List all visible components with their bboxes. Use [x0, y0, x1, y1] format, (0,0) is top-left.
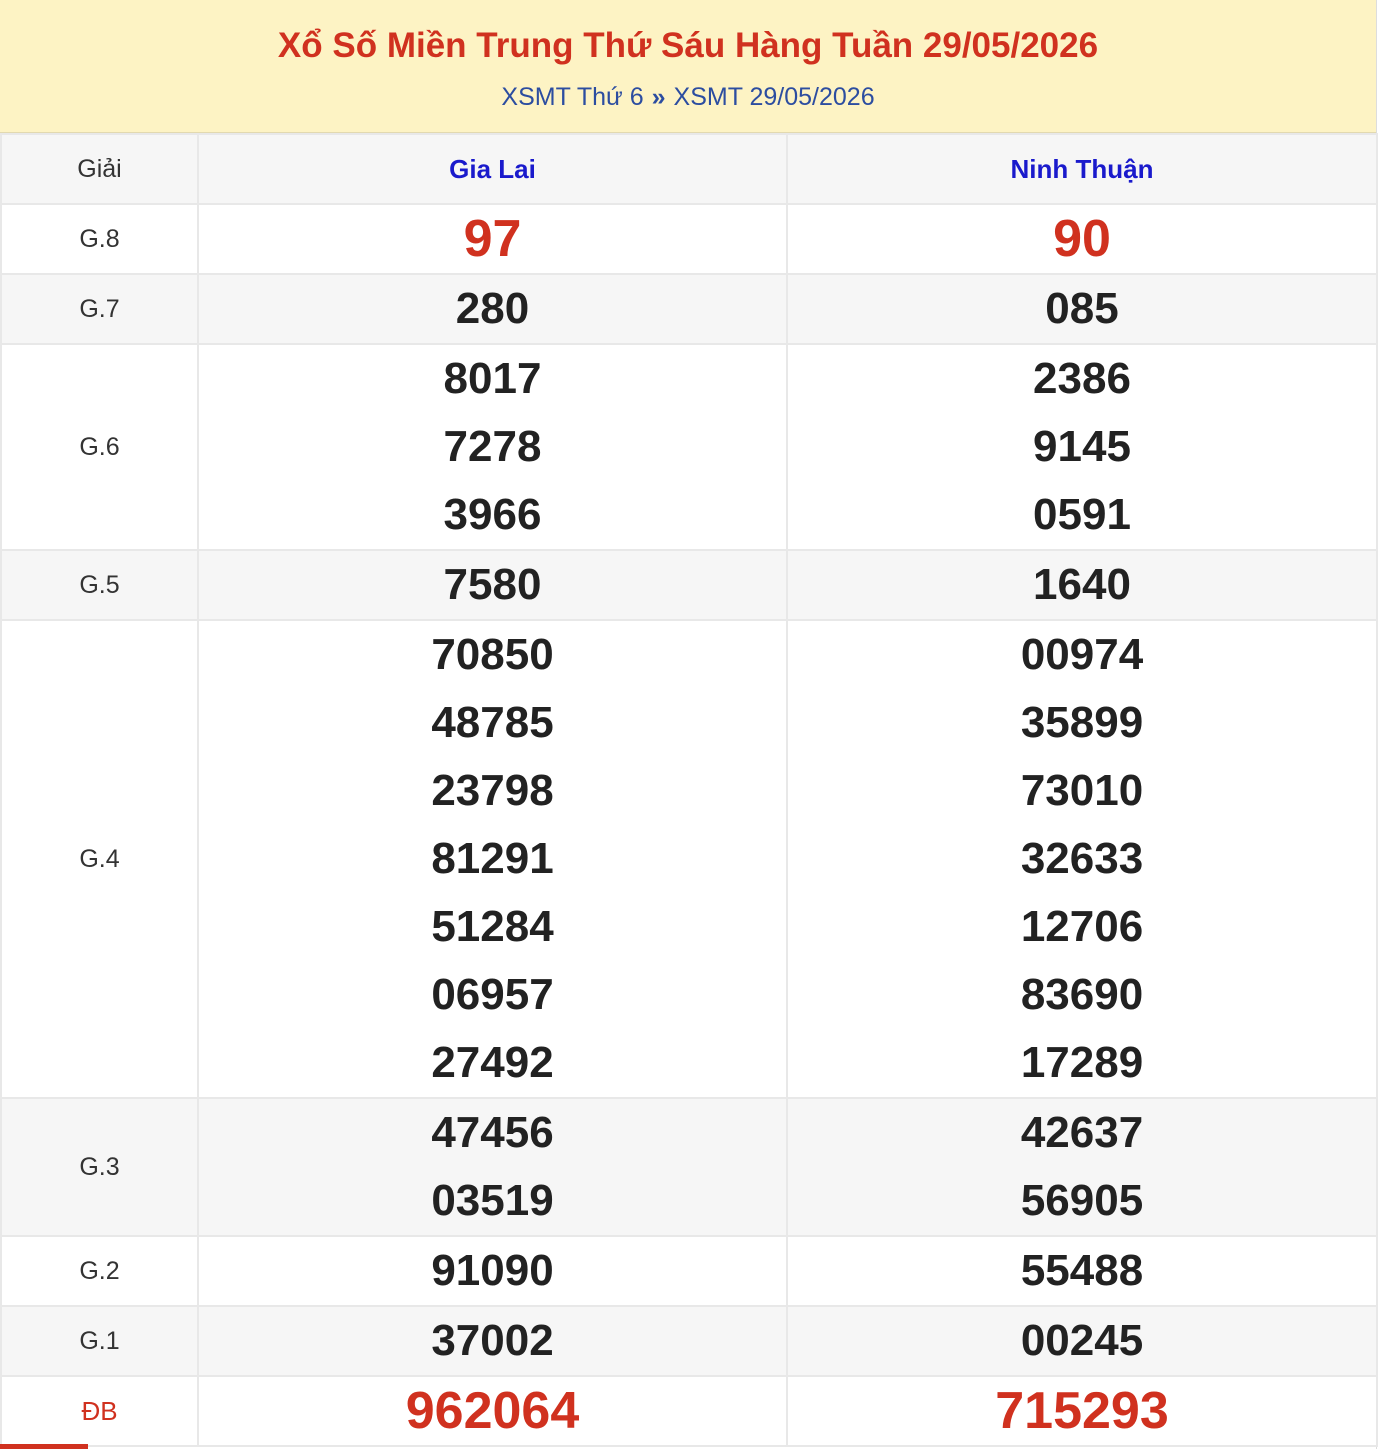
results-header: [0, 0, 1376, 133]
prize-cell: [198, 344, 787, 550]
column-header-gia-lai[interactable]: [198, 134, 787, 204]
prize-number: 70850: [431, 630, 554, 679]
breadcrumb-link-weekday[interactable]: XSMT Thứ 6: [501, 83, 644, 111]
prize-number: 03519: [431, 1176, 554, 1225]
prize-number: 12706: [1020, 902, 1144, 951]
prize-label: G.8: [1, 204, 198, 274]
prize-number: 7580: [443, 560, 542, 609]
prize-cell: [787, 550, 1377, 620]
prize-cell: [198, 1098, 787, 1236]
prize-cell: [787, 1376, 1377, 1446]
prize-cell: [198, 204, 787, 274]
prize-number: 3966: [443, 490, 542, 539]
prize-label: G.5: [1, 550, 198, 620]
prize-number: 35899: [1020, 698, 1144, 747]
prize-number: 085: [1045, 284, 1119, 333]
prize-number: 00974: [1020, 630, 1144, 679]
prize-cell: [787, 274, 1377, 344]
province-ninh-thuan[interactable]: Ninh Thuận: [1010, 153, 1154, 184]
prize-cell: [787, 1236, 1377, 1306]
prize-cell: [787, 1306, 1377, 1376]
column-header-ninh-thuan[interactable]: [787, 134, 1377, 204]
prize-label: G.7: [1, 274, 198, 344]
prize-cell: [787, 1098, 1377, 1236]
prize-number: 27492: [431, 1038, 554, 1087]
prize-number: 47456: [431, 1108, 554, 1157]
prize-number: 1640: [1033, 560, 1131, 609]
prize-number: 00245: [1020, 1316, 1144, 1365]
column-header-giai: Giải: [1, 134, 198, 204]
results-table: [0, 133, 1378, 1447]
prize-number: 23798: [431, 766, 554, 815]
prize-row-g5: [1, 550, 1377, 620]
prize-label: G.2: [1, 1236, 198, 1306]
prize-row-g6: [1, 344, 1377, 550]
prize-cell: [787, 344, 1377, 550]
prize-number: 06957: [431, 970, 554, 1019]
prize-cell: [787, 620, 1377, 1098]
prize-number: 8017: [443, 354, 542, 403]
prize-number: 17289: [1020, 1038, 1144, 1087]
prize-label: G.4: [1, 620, 198, 1098]
province-gia-lai[interactable]: Gia Lai: [449, 153, 536, 184]
prize-cell: [787, 204, 1377, 274]
prize-number: 56905: [1020, 1176, 1144, 1225]
prize-row-g2: [1, 1236, 1377, 1306]
prize-number: 73010: [1020, 766, 1144, 815]
prize-number: 0591: [1033, 490, 1131, 539]
prize-cell: [198, 1236, 787, 1306]
prize-number: 42637: [1020, 1108, 1144, 1157]
prize-row-g8: [1, 204, 1377, 274]
prize-number: 91090: [431, 1246, 554, 1295]
prize-number: 90: [1053, 210, 1111, 268]
table-header-row: [1, 134, 1377, 204]
special-prize-number: 715293: [995, 1382, 1169, 1440]
prize-label: G.3: [1, 1098, 198, 1236]
prize-cell: [198, 274, 787, 344]
prize-number: 37002: [431, 1316, 554, 1365]
prize-cell: [198, 620, 787, 1098]
page-title: Xổ Số Miền Trung Thứ Sáu Hàng Tuần 29/05/2026: [277, 26, 1099, 65]
prize-number: 2386: [1033, 354, 1131, 403]
prize-number: 7278: [443, 422, 542, 471]
prize-label: G.1: [1, 1306, 198, 1376]
prize-row-g3: [1, 1098, 1377, 1236]
prize-cell: [198, 1306, 787, 1376]
breadcrumb-link-date[interactable]: XSMT 29/05/2026: [673, 83, 875, 111]
breadcrumb: [0, 81, 1376, 113]
active-tab-indicator: [0, 1444, 88, 1449]
prize-label-special: ĐB: [1, 1376, 198, 1446]
prize-cell: [198, 550, 787, 620]
prize-number: 83690: [1020, 970, 1144, 1019]
prize-row-g1: [1, 1306, 1377, 1376]
prize-row-g7: [1, 274, 1377, 344]
prize-cell: [198, 1376, 787, 1446]
prize-number: 48785: [431, 698, 554, 747]
prize-number: 97: [463, 210, 522, 268]
prize-number: 55488: [1020, 1246, 1144, 1295]
prize-label: G.6: [1, 344, 198, 550]
prize-number: 280: [455, 284, 530, 333]
prize-number: 51284: [431, 902, 554, 951]
prize-row-db: [1, 1376, 1377, 1446]
prize-number: 32633: [1020, 834, 1144, 883]
prize-row-g4: [1, 620, 1377, 1098]
prize-number: 9145: [1033, 422, 1131, 471]
special-prize-number: 962064: [405, 1382, 580, 1440]
prize-number: 81291: [431, 834, 554, 883]
breadcrumb-separator: »: [651, 83, 666, 111]
